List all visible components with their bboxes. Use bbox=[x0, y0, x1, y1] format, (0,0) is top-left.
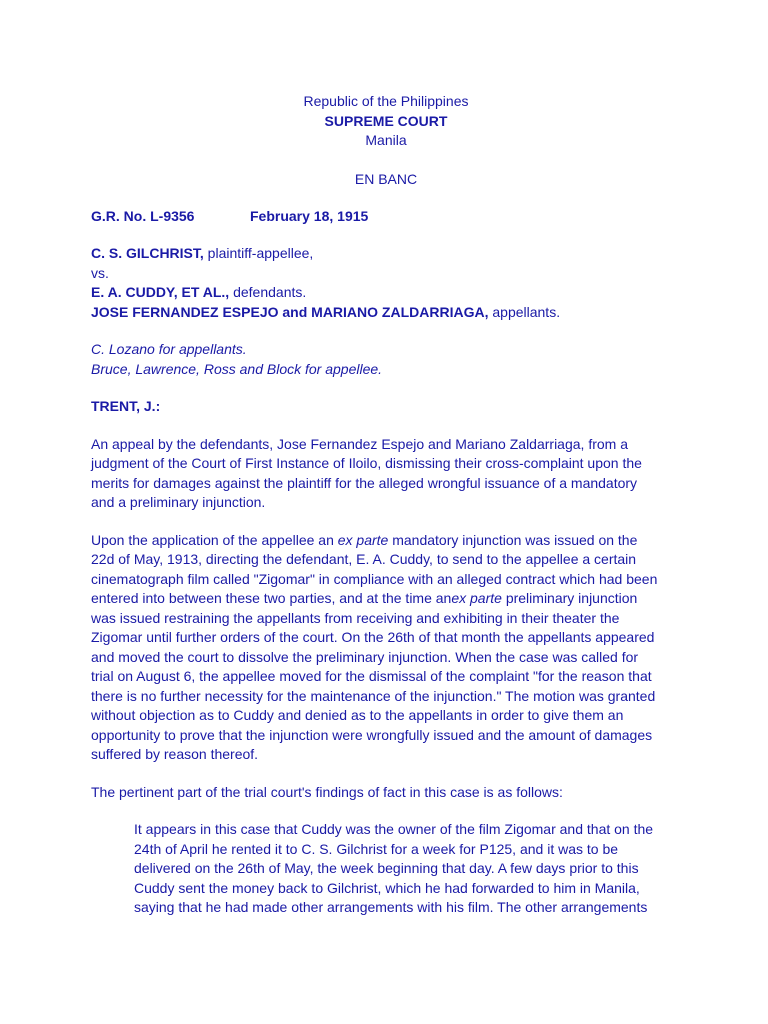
quote-line: It appears in this case that Cuddy was the owner of the film Zigomar and that on the bbox=[134, 821, 654, 837]
paragraph-2 bbox=[91, 531, 686, 765]
paragraph-3 bbox=[91, 783, 686, 803]
division-label: EN BANC bbox=[354, 171, 418, 187]
counsel-appellee: Bruce, Lawrence, Ross and Block for appellee. bbox=[91, 360, 383, 377]
case-parties bbox=[91, 244, 681, 322]
counsel-appellants: C. Lozano for appellants. bbox=[91, 341, 247, 357]
republic-line: Republic of the Philippines bbox=[303, 93, 469, 109]
counsel-block bbox=[91, 340, 681, 379]
paragraph-line: was issued restraining the appellants from receiving and exhibiting in their theater the bbox=[91, 609, 620, 626]
quote-line: Cuddy sent the money back to Gilchrist, which he had forwarded to him in Manila, bbox=[134, 879, 640, 896]
decision-date: February 18, 1915 bbox=[250, 207, 369, 224]
defendant-name: E. A. CUDDY, ET AL., bbox=[91, 284, 230, 300]
paragraph-line: The pertinent part of the trial court's findings of fact in this case is as follows: bbox=[91, 783, 563, 800]
paragraph-line: Upon the application of the appellee an ex parte mandatory injunction was issued on the bbox=[91, 531, 638, 548]
case-number-line bbox=[91, 207, 681, 227]
block-quote bbox=[134, 820, 674, 918]
plaintiff-name: C. S. GILCHRIST, bbox=[91, 245, 204, 261]
paragraph-line: and moved the court to dissolve the preliminary injunction. When the case was called for bbox=[91, 648, 639, 665]
paragraph-line: opportunity to prove that the injunction were wrongfully issued and the amount of damages bbox=[91, 726, 653, 743]
quote-line: saying that he had made other arrangements with his film. The other arrangements bbox=[134, 899, 648, 915]
quote-line: 24th of April he rented it to C. S. Gilchrist for a week for P125, and it was to be bbox=[134, 840, 619, 857]
paragraph-line: trial on August 6, the appellee moved for the dismissal of the complaint "for the reason that bbox=[91, 668, 652, 684]
gr-number: G.R. No. L-9356 bbox=[91, 207, 195, 224]
paragraph-line: entered into between these two parties, and at the time anex parte preliminary injunction bbox=[91, 590, 638, 606]
defendant-role: defendants. bbox=[229, 284, 307, 300]
plaintiff-role: plaintiff-appellee, bbox=[203, 245, 314, 261]
paragraph-line: there is no further necessity for the maintenance of the injunction." The motion was granted bbox=[91, 687, 656, 704]
paragraph-line: judgment of the Court of First Instance of Iloilo, dismissing their cross-complaint upon the bbox=[91, 455, 642, 471]
appellants-role: appellants. bbox=[488, 303, 561, 320]
quote-line: delivered on the 26th of May, the week beginning that day. A few days prior to this bbox=[134, 860, 639, 876]
paragraph-line: An appeal by the defendants, Jose Fernandez Espejo and Mariano Zaldarriaga, from a bbox=[91, 435, 628, 452]
paragraph-line: and a preliminary injunction. bbox=[91, 494, 266, 510]
paragraph-line: Zigomar until further orders of the court. On the 26th of that month the appellants appeared bbox=[91, 629, 655, 645]
paragraph-line: suffered by reason thereof. bbox=[91, 746, 259, 762]
versus-label: vs. bbox=[91, 264, 109, 281]
court-name: SUPREME COURT bbox=[324, 112, 448, 129]
paragraph-line: 22d of May, 1913, directing the defendant, E. A. Cuddy, to send to the appellee a certain bbox=[91, 551, 637, 567]
paragraph-1 bbox=[91, 435, 686, 513]
paragraph-line: cinematograph film called "Zigomar" in compliance with an alleged contract which had been bbox=[91, 570, 658, 587]
ponente-label: TRENT, J.: bbox=[91, 398, 161, 414]
appellants-name: JOSE FERNANDEZ ESPEJO and MARIANO ZALDARRIAGA, bbox=[91, 303, 489, 320]
paragraph-line: merits for damages against the plaintiff for the alleged wrongful issuance of a mandatory bbox=[91, 474, 638, 491]
decision-document bbox=[91, 92, 681, 918]
court-header bbox=[91, 92, 681, 190]
court-city: Manila bbox=[365, 132, 407, 148]
paragraph-line: without objection as to Cuddy and denied as to the appellants in order to give them an bbox=[91, 707, 624, 723]
